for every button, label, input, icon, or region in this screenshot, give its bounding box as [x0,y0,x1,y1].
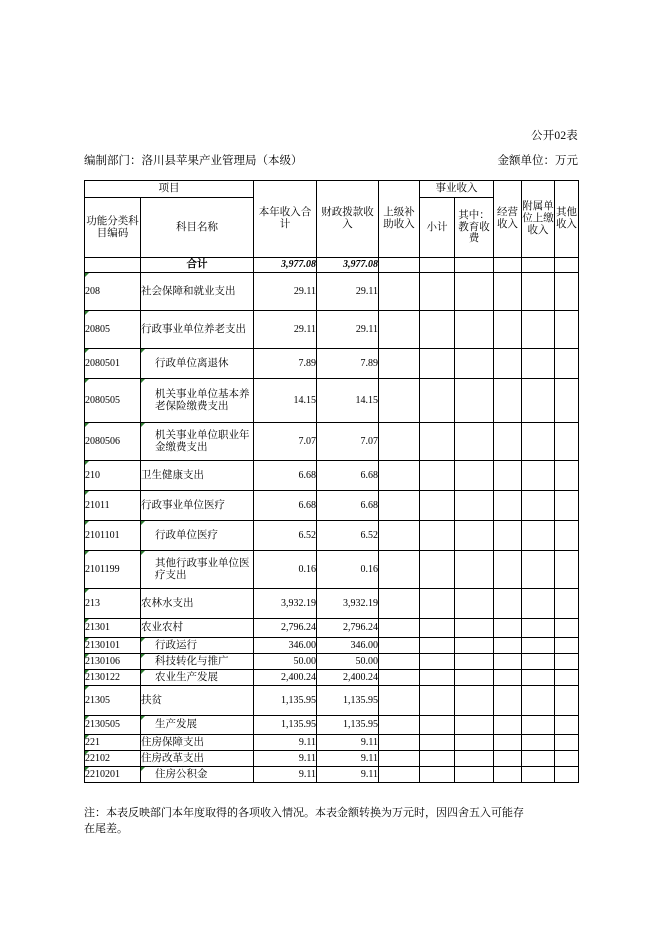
cell-fiscal: 6.68 [317,461,379,491]
cell-code: 213 [85,589,141,619]
table-footnote [84,806,580,838]
cell-business-subtotal [420,521,455,551]
cell-superior [379,589,420,619]
cell-business-edu [455,767,494,783]
table-row [85,670,579,686]
cell-total: 3,977.08 [254,258,317,273]
cell-name: 行政单位医疗 [141,521,254,551]
cell-business-edu [455,686,494,716]
footnote-line-2: 在尾差。 [84,822,128,835]
cell-business-edu [455,551,494,589]
cell-affiliated [522,654,555,670]
cell-other [555,258,579,273]
cell-affiliated [522,716,555,735]
cell-business-edu [455,751,494,767]
cell-business-subtotal [420,349,455,379]
cell-fiscal: 346.00 [317,638,379,654]
cell-name: 其他行政事业单位医疗支出 [141,551,254,589]
cell-business-subtotal [420,311,455,349]
cell-name: 机关事业单位基本养老保险缴费支出 [141,379,254,423]
cell-code: 221 [85,735,141,751]
cell-affiliated [522,767,555,783]
cell-name: 行政单位离退休 [141,349,254,379]
cell-superior [379,258,420,273]
table-row-total [85,258,579,273]
cell-operating [494,638,522,654]
cell-operating [494,619,522,638]
cell-affiliated [522,491,555,521]
cell-name: 社会保障和就业支出 [141,273,254,311]
cell-code: 210 [85,461,141,491]
cell-affiliated [522,751,555,767]
cell-business-edu [455,349,494,379]
cell-fiscal: 7.89 [317,349,379,379]
cell-business-edu [455,461,494,491]
cell-business-subtotal [420,686,455,716]
cell-other [555,654,579,670]
cell-fiscal: 9.11 [317,751,379,767]
cell-operating [494,589,522,619]
cell-code: 2130101 [85,638,141,654]
cell-code: 2130122 [85,670,141,686]
cell-code [85,258,141,273]
cell-business-subtotal [420,670,455,686]
cell-total: 3,932.19 [254,589,317,619]
col-superior-subsidy: 上级补助收入 [379,181,420,258]
cell-business-subtotal [420,258,455,273]
cell-business-edu [455,258,494,273]
cell-operating [494,273,522,311]
cell-fiscal: 0.16 [317,551,379,589]
table-row [85,767,579,783]
cell-code: 2130106 [85,654,141,670]
cell-other [555,491,579,521]
cell-other [555,461,579,491]
cell-affiliated [522,735,555,751]
cell-business-edu [455,619,494,638]
cell-name: 机关事业单位职业年金缴费支出 [141,423,254,461]
cell-affiliated [522,273,555,311]
cell-business-subtotal [420,551,455,589]
table-row [85,379,579,423]
cell-code: 21011 [85,491,141,521]
cell-operating [494,551,522,589]
cell-business-subtotal [420,491,455,521]
cell-superior [379,654,420,670]
cell-superior [379,767,420,783]
cell-affiliated [522,551,555,589]
cell-total: 6.68 [254,491,317,521]
cell-affiliated [522,423,555,461]
table-row [85,619,579,638]
cell-other [555,379,579,423]
cell-superior [379,273,420,311]
cell-business-edu [455,311,494,349]
form-number-label: 公开02表 [531,130,578,142]
cell-other [555,273,579,311]
table-row [85,551,579,589]
cell-name: 合计 [141,258,254,273]
cell-other [555,767,579,783]
cell-name: 住房改革支出 [141,751,254,767]
cell-superior [379,551,420,589]
cell-business-edu [455,654,494,670]
cell-affiliated [522,521,555,551]
cell-superior [379,379,420,423]
footnote-line-1: 注：本表反映部门本年度取得的各项收入情况。本表金额转换为万元时，因四舍五入可能存 [84,807,524,819]
cell-business-edu [455,273,494,311]
cell-operating [494,716,522,735]
cell-other [555,638,579,654]
cell-business-edu [455,589,494,619]
cell-superior [379,491,420,521]
col-affiliated-remittance: 附属单位上缴收入 [522,181,555,258]
col-business-subtotal: 小计 [420,198,455,258]
cell-operating [494,379,522,423]
table-row [85,273,579,311]
cell-name: 行政运行 [141,638,254,654]
cell-fiscal: 3,932.19 [317,589,379,619]
col-business-education-fee: 其中：教育收费 [455,198,494,258]
cell-code: 2130505 [85,716,141,735]
cell-fiscal: 2,400.24 [317,670,379,686]
cell-total: 7.89 [254,349,317,379]
cell-affiliated [522,311,555,349]
cell-fiscal: 6.52 [317,521,379,551]
cell-affiliated [522,379,555,423]
cell-business-subtotal [420,461,455,491]
cell-superior [379,670,420,686]
cell-superior [379,349,420,379]
cell-superior [379,716,420,735]
cell-other [555,686,579,716]
cell-other [555,589,579,619]
table-row [85,751,579,767]
income-table-container [84,180,578,783]
cell-fiscal: 1,135.95 [317,686,379,716]
amount-unit-label: 金额单位：万元 [497,155,578,167]
income-table [84,180,579,783]
cell-total: 2,400.24 [254,670,317,686]
cell-code: 21305 [85,686,141,716]
cell-total: 14.15 [254,379,317,423]
cell-name: 行政事业单位医疗 [141,491,254,521]
cell-operating [494,751,522,767]
cell-superior [379,638,420,654]
col-fiscal-appropriation: 财政拨款收入 [317,181,379,258]
cell-affiliated [522,619,555,638]
cell-operating [494,423,522,461]
cell-business-subtotal [420,379,455,423]
cell-fiscal: 1,135.95 [317,716,379,735]
col-group-item: 项目 [85,181,254,198]
table-row [85,349,579,379]
cell-total: 50.00 [254,654,317,670]
cell-operating [494,461,522,491]
table-row [85,589,579,619]
cell-code: 2210201 [85,767,141,783]
cell-other [555,670,579,686]
cell-code: 21301 [85,619,141,638]
cell-affiliated [522,589,555,619]
cell-name: 住房公积金 [141,767,254,783]
cell-name: 农林水支出 [141,589,254,619]
cell-operating [494,311,522,349]
cell-operating [494,767,522,783]
cell-business-edu [455,491,494,521]
cell-name: 行政事业单位养老支出 [141,311,254,349]
cell-business-edu [455,521,494,551]
col-total: 本年收入合计 [254,181,317,258]
cell-business-subtotal [420,654,455,670]
cell-code: 2080506 [85,423,141,461]
table-row [85,521,579,551]
col-group-business-income: 事业收入 [420,181,494,198]
cell-code: 22102 [85,751,141,767]
cell-total: 1,135.95 [254,686,317,716]
cell-fiscal: 29.11 [317,273,379,311]
cell-name: 生产发展 [141,716,254,735]
header-row-1 [85,181,579,198]
cell-operating [494,686,522,716]
cell-name: 农业农村 [141,619,254,638]
table-row [85,638,579,654]
cell-fiscal: 9.11 [317,767,379,783]
cell-superior [379,461,420,491]
table-row [85,686,579,716]
cell-other [555,751,579,767]
cell-other [555,521,579,551]
cell-other [555,349,579,379]
cell-code: 20805 [85,311,141,349]
cell-total: 9.11 [254,751,317,767]
cell-fiscal: 50.00 [317,654,379,670]
cell-superior [379,311,420,349]
cell-superior [379,423,420,461]
table-row [85,716,579,735]
cell-total: 346.00 [254,638,317,654]
cell-total: 1,135.95 [254,716,317,735]
cell-superior [379,751,420,767]
cell-fiscal: 9.11 [317,735,379,751]
cell-business-edu [455,379,494,423]
cell-other [555,311,579,349]
cell-other [555,423,579,461]
cell-total: 29.11 [254,311,317,349]
cell-code: 2101101 [85,521,141,551]
cell-business-subtotal [420,751,455,767]
cell-business-edu [455,735,494,751]
cell-affiliated [522,638,555,654]
cell-business-edu [455,716,494,735]
cell-fiscal: 7.07 [317,423,379,461]
cell-operating [494,491,522,521]
cell-total: 29.11 [254,273,317,311]
cell-other [555,716,579,735]
cell-total: 6.68 [254,461,317,491]
cell-name: 住房保障支出 [141,735,254,751]
cell-business-subtotal [420,735,455,751]
table-row [85,735,579,751]
cell-business-edu [455,670,494,686]
cell-operating [494,521,522,551]
cell-name: 农业生产发展 [141,670,254,686]
cell-total: 2,796.24 [254,619,317,638]
table-row [85,423,579,461]
table-row [85,311,579,349]
cell-business-edu [455,638,494,654]
cell-total: 0.16 [254,551,317,589]
cell-superior [379,686,420,716]
table-body [85,181,579,783]
cell-fiscal: 2,796.24 [317,619,379,638]
table-row [85,654,579,670]
cell-business-subtotal [420,423,455,461]
cell-operating [494,654,522,670]
cell-affiliated [522,686,555,716]
cell-total: 7.07 [254,423,317,461]
cell-business-subtotal [420,638,455,654]
cell-name: 扶贫 [141,686,254,716]
cell-fiscal: 3,977.08 [317,258,379,273]
cell-business-subtotal [420,273,455,311]
cell-affiliated [522,349,555,379]
cell-affiliated [522,670,555,686]
cell-business-edu [455,423,494,461]
cell-affiliated [522,461,555,491]
cell-name: 卫生健康支出 [141,461,254,491]
col-other-income: 其他收入 [555,181,579,258]
cell-total: 9.11 [254,767,317,783]
cell-affiliated [522,258,555,273]
cell-code: 2080505 [85,379,141,423]
cell-total: 9.11 [254,735,317,751]
col-function-code: 功能分类科目编码 [85,198,141,258]
cell-code: 2080501 [85,349,141,379]
cell-other [555,735,579,751]
col-operating-income: 经营收入 [494,181,522,258]
cell-fiscal: 6.68 [317,491,379,521]
cell-superior [379,619,420,638]
cell-business-subtotal [420,619,455,638]
cell-business-subtotal [420,716,455,735]
table-row [85,461,579,491]
col-subject-name: 科目名称 [141,198,254,258]
cell-operating [494,349,522,379]
cell-other [555,551,579,589]
cell-operating [494,670,522,686]
department-label: 编制部门：洛川县苹果产业管理局（本级） [84,155,303,167]
cell-superior [379,521,420,551]
cell-code: 208 [85,273,141,311]
document-header-line [84,152,578,169]
cell-business-subtotal [420,589,455,619]
cell-business-subtotal [420,767,455,783]
cell-superior [379,735,420,751]
cell-total: 6.52 [254,521,317,551]
cell-fiscal: 14.15 [317,379,379,423]
table-row [85,491,579,521]
cell-other [555,619,579,638]
cell-name: 科技转化与推广 [141,654,254,670]
cell-fiscal: 29.11 [317,311,379,349]
cell-operating [494,735,522,751]
cell-operating [494,258,522,273]
cell-code: 2101199 [85,551,141,589]
